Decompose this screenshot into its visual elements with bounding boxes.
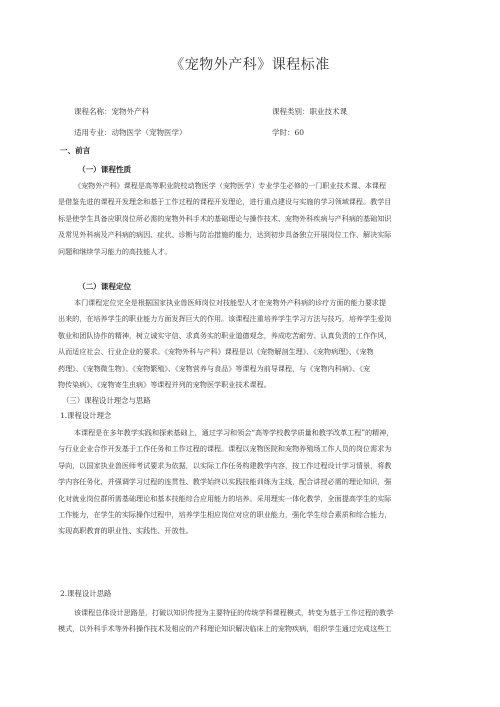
text-line: 是借鉴先进的课程开发理念和基于工作过程的课程开发理论，进行重点建设与实施的学习领域课程。教学目 [58, 197, 392, 207]
course-name: 课程名称：宠物外产科 [74, 107, 149, 116]
text-line: 《宠物外产科》课程是高等职业院校动物医学（宠物医学）专业学生必修的一门职业技术课、本课程 [74, 181, 387, 190]
text-line: 模式，以外科手术等外科操作技术及相应的产科理论知识解决临床上的宠物疾病，组织学生通过完成这些工 [58, 624, 392, 634]
subsection-heading-positioning: （二）课程定位 [78, 282, 132, 291]
heading-design-concept: 1.课程设计理念 [60, 411, 112, 420]
text-line: 学内容任务化，并强调学习过程的连贯性、教学始终以实践技能训练为主线，配合讲授必需的理论知识，强 [58, 477, 392, 487]
text-line: 该课程总体设计思路是，打破以知识传授为主要特征的传统学科课程模式，转变为基于工作过程的教学 [74, 608, 394, 617]
subsection-heading-nature: （一）课程性质 [78, 165, 132, 174]
text-line: 导向，以国家执业兽医师考试要求为依据，以实际工作任务构建教学内容，按工作过程设计学习情景，将教 [58, 460, 392, 470]
text-line: 药理》、《宠物微生物》、《宠物繁殖》、《宠物营养与食品》等课程为前导课程，与《宠物内科病》、《宠 [58, 363, 371, 373]
text-line: 出来的，在培养学生的职业能力方面发挥巨大的作用。该课程注重培养学生学习方法与技巧，培养学生爱岗 [58, 314, 392, 324]
heading-design-approach: 2.课程设计思路 [60, 589, 112, 598]
text-line: 实现高职教育的职业性、实践性、开放性。 [58, 526, 193, 536]
text-line: 敬业和团队协作的精神，树立诚实守信、求真务实的职业道德观念，养成吃苦耐劳、认真负责的工作作风， [58, 330, 392, 340]
text-line: 及常见外科病及产科病的病因、症状、诊断与防治措施的能力，达到初步具备独立开展岗位工作、解决实际 [58, 230, 392, 240]
paragraph-positioning [58, 295, 444, 393]
subsection-heading-design: （三）课程设计理念与思路 [62, 396, 151, 405]
text-line: 从而适应社会、行业企业的要求。《宠物外科与产科》课程是以《宠物解剖生理》、《宠物病理》、《宠物 [58, 347, 374, 357]
text-line: 工作能力，在学生的实际操作过程中，培养学生相应岗位对应的职业能力，强化学生综合素质和综合能力， [58, 510, 392, 520]
text-line: 与行业企业合作开发基于工作任务和工作过程的课程。课程以宠物医院和宠物养殖场工作人员的岗位需求为 [58, 444, 392, 454]
document-title: 《宠物外产科》课程标准 [170, 57, 330, 73]
paragraph-design-concept [58, 425, 444, 540]
text-line: 问题和继续学习能力的高技能人才。 [58, 246, 172, 256]
text-line: 本课程是在多年教学实践和探索基础上，通过学习和领会“高等学校教学质量和教学改革工程”的精神， [74, 428, 394, 437]
paragraph-nature [58, 178, 444, 260]
text-line: 化对就业岗位群所需基础理论和基本技能综合应用能力的培养。采用理实一体化教学，全面提高学生的实际 [58, 493, 392, 503]
text-line: 本门课程定位完全是根据国家执业兽医师岗位对技能型人才在宠物外产科病的诊疗方面的能力要求提 [74, 298, 387, 307]
text-line: 物传染病》、《宠物寄生虫病》等课程并列的宠物医学职业技术课程。 [58, 380, 271, 390]
course-type: 课程类别：职业技术课 [272, 107, 347, 116]
course-hours: 学时：60 [272, 128, 305, 137]
applicable-major: 适用专业：动物医学（宠物医学） [74, 128, 187, 137]
text-line: 标是使学生具备应职岗位所必需的宠物外科手术的基础理论与操作技术、宠物外科疾病与产科病的基础知识 [58, 213, 392, 223]
section-heading-preface: 一、前言 [60, 146, 91, 155]
paragraph-design-approach [58, 605, 444, 638]
